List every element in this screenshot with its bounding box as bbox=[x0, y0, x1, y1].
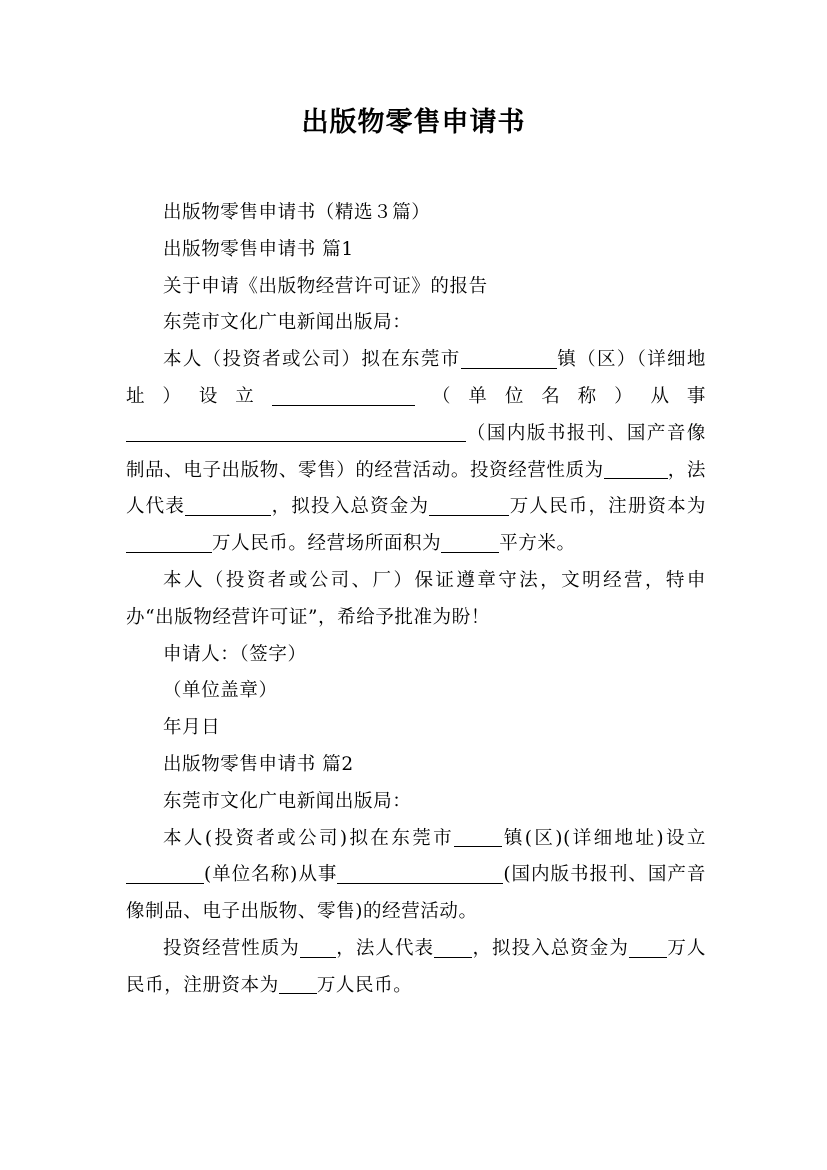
text-segment: 万人民币，注册资本为 bbox=[509, 496, 706, 518]
document-title: 出版物零售申请书 bbox=[301, 107, 526, 138]
text-segment: 本人（投资者或公司）拟在东莞市 bbox=[163, 349, 461, 371]
blank-business-nature bbox=[604, 459, 668, 479]
blank-business-scope bbox=[337, 864, 503, 884]
text-segment: ，法人代表 bbox=[126, 459, 706, 518]
blank-registered-capital bbox=[279, 974, 317, 994]
paragraph-guarantee: 本人（投资者或公司、厂）保证遵章守法，文明经营，特申办“出版物经营许可证”，希给予批准为盼！ bbox=[126, 569, 706, 628]
text-segment: ，法人代表 bbox=[335, 937, 435, 959]
blank-area bbox=[441, 532, 499, 552]
text-segment: 投资经营性质为 bbox=[163, 937, 300, 959]
blank-town bbox=[461, 348, 557, 368]
blank-legal-rep bbox=[185, 496, 271, 516]
blank-town bbox=[454, 827, 502, 847]
text-segment: ，拟投入总资金为 bbox=[472, 937, 629, 959]
blank-business-nature bbox=[300, 937, 336, 957]
paragraph-application-details-2 bbox=[126, 821, 706, 931]
blank-registered-capital bbox=[126, 532, 212, 552]
text-segment: (单位名称)从事 bbox=[204, 864, 338, 886]
blank-total-investment bbox=[429, 496, 509, 516]
text-segment: (国内版书报刊、国产音像制品、电子出版物、零售)的经营活动。 bbox=[126, 864, 706, 923]
blank-total-investment bbox=[629, 937, 667, 957]
paragraph-addressee-1: 东莞市文化广电新闻出版局： bbox=[163, 312, 412, 334]
paragraph-intro: 出版物零售申请书（精选３篇） bbox=[163, 202, 431, 223]
blank-unit-name bbox=[272, 385, 415, 405]
text-segment: 万人民币，注册资本为 bbox=[126, 937, 706, 996]
text-segment: 万人民币。 bbox=[316, 974, 413, 996]
text-segment: 平方米。 bbox=[499, 533, 576, 555]
text-segment: 本人(投资者或公司)拟在东莞市 bbox=[163, 827, 455, 849]
text-segment: ，拟投入总资金为 bbox=[271, 496, 430, 518]
text-segment: 万人民币。经营场所面积为 bbox=[212, 533, 442, 555]
paragraph-application-details-1 bbox=[126, 342, 706, 563]
text-segment: 镇(区)(详细地址)设立 bbox=[502, 827, 706, 849]
paragraph-part1-heading: 出版物零售申请书 篇1 bbox=[163, 238, 354, 260]
blank-business-scope bbox=[126, 422, 466, 442]
paragraph-applicant-signature: 申请人：（签字） bbox=[163, 643, 307, 665]
text-segment: （单位名称）从事 bbox=[414, 385, 706, 407]
text-segment: （国内版书报刊、国产音像制品、电子出版物、零售）的经营活动。投资经营性质为 bbox=[126, 422, 706, 481]
paragraph-part2-heading: 出版物零售申请书 篇2 bbox=[163, 753, 354, 775]
text-segment: 镇（区）（详细地址）设立 bbox=[126, 349, 706, 407]
paragraph-addressee-2: 东莞市文化广电新闻出版局： bbox=[163, 790, 412, 812]
paragraph-report-title: 关于申请《出版物经营许可证》的报告 bbox=[163, 275, 488, 297]
blank-unit-name bbox=[126, 864, 204, 884]
blank-legal-rep bbox=[434, 937, 472, 957]
paragraph-unit-seal: （单位盖章） bbox=[163, 680, 278, 702]
document-body bbox=[126, 195, 706, 1005]
paragraph-investment-details-2 bbox=[126, 931, 706, 1005]
paragraph-date: 年月日 bbox=[163, 717, 221, 739]
